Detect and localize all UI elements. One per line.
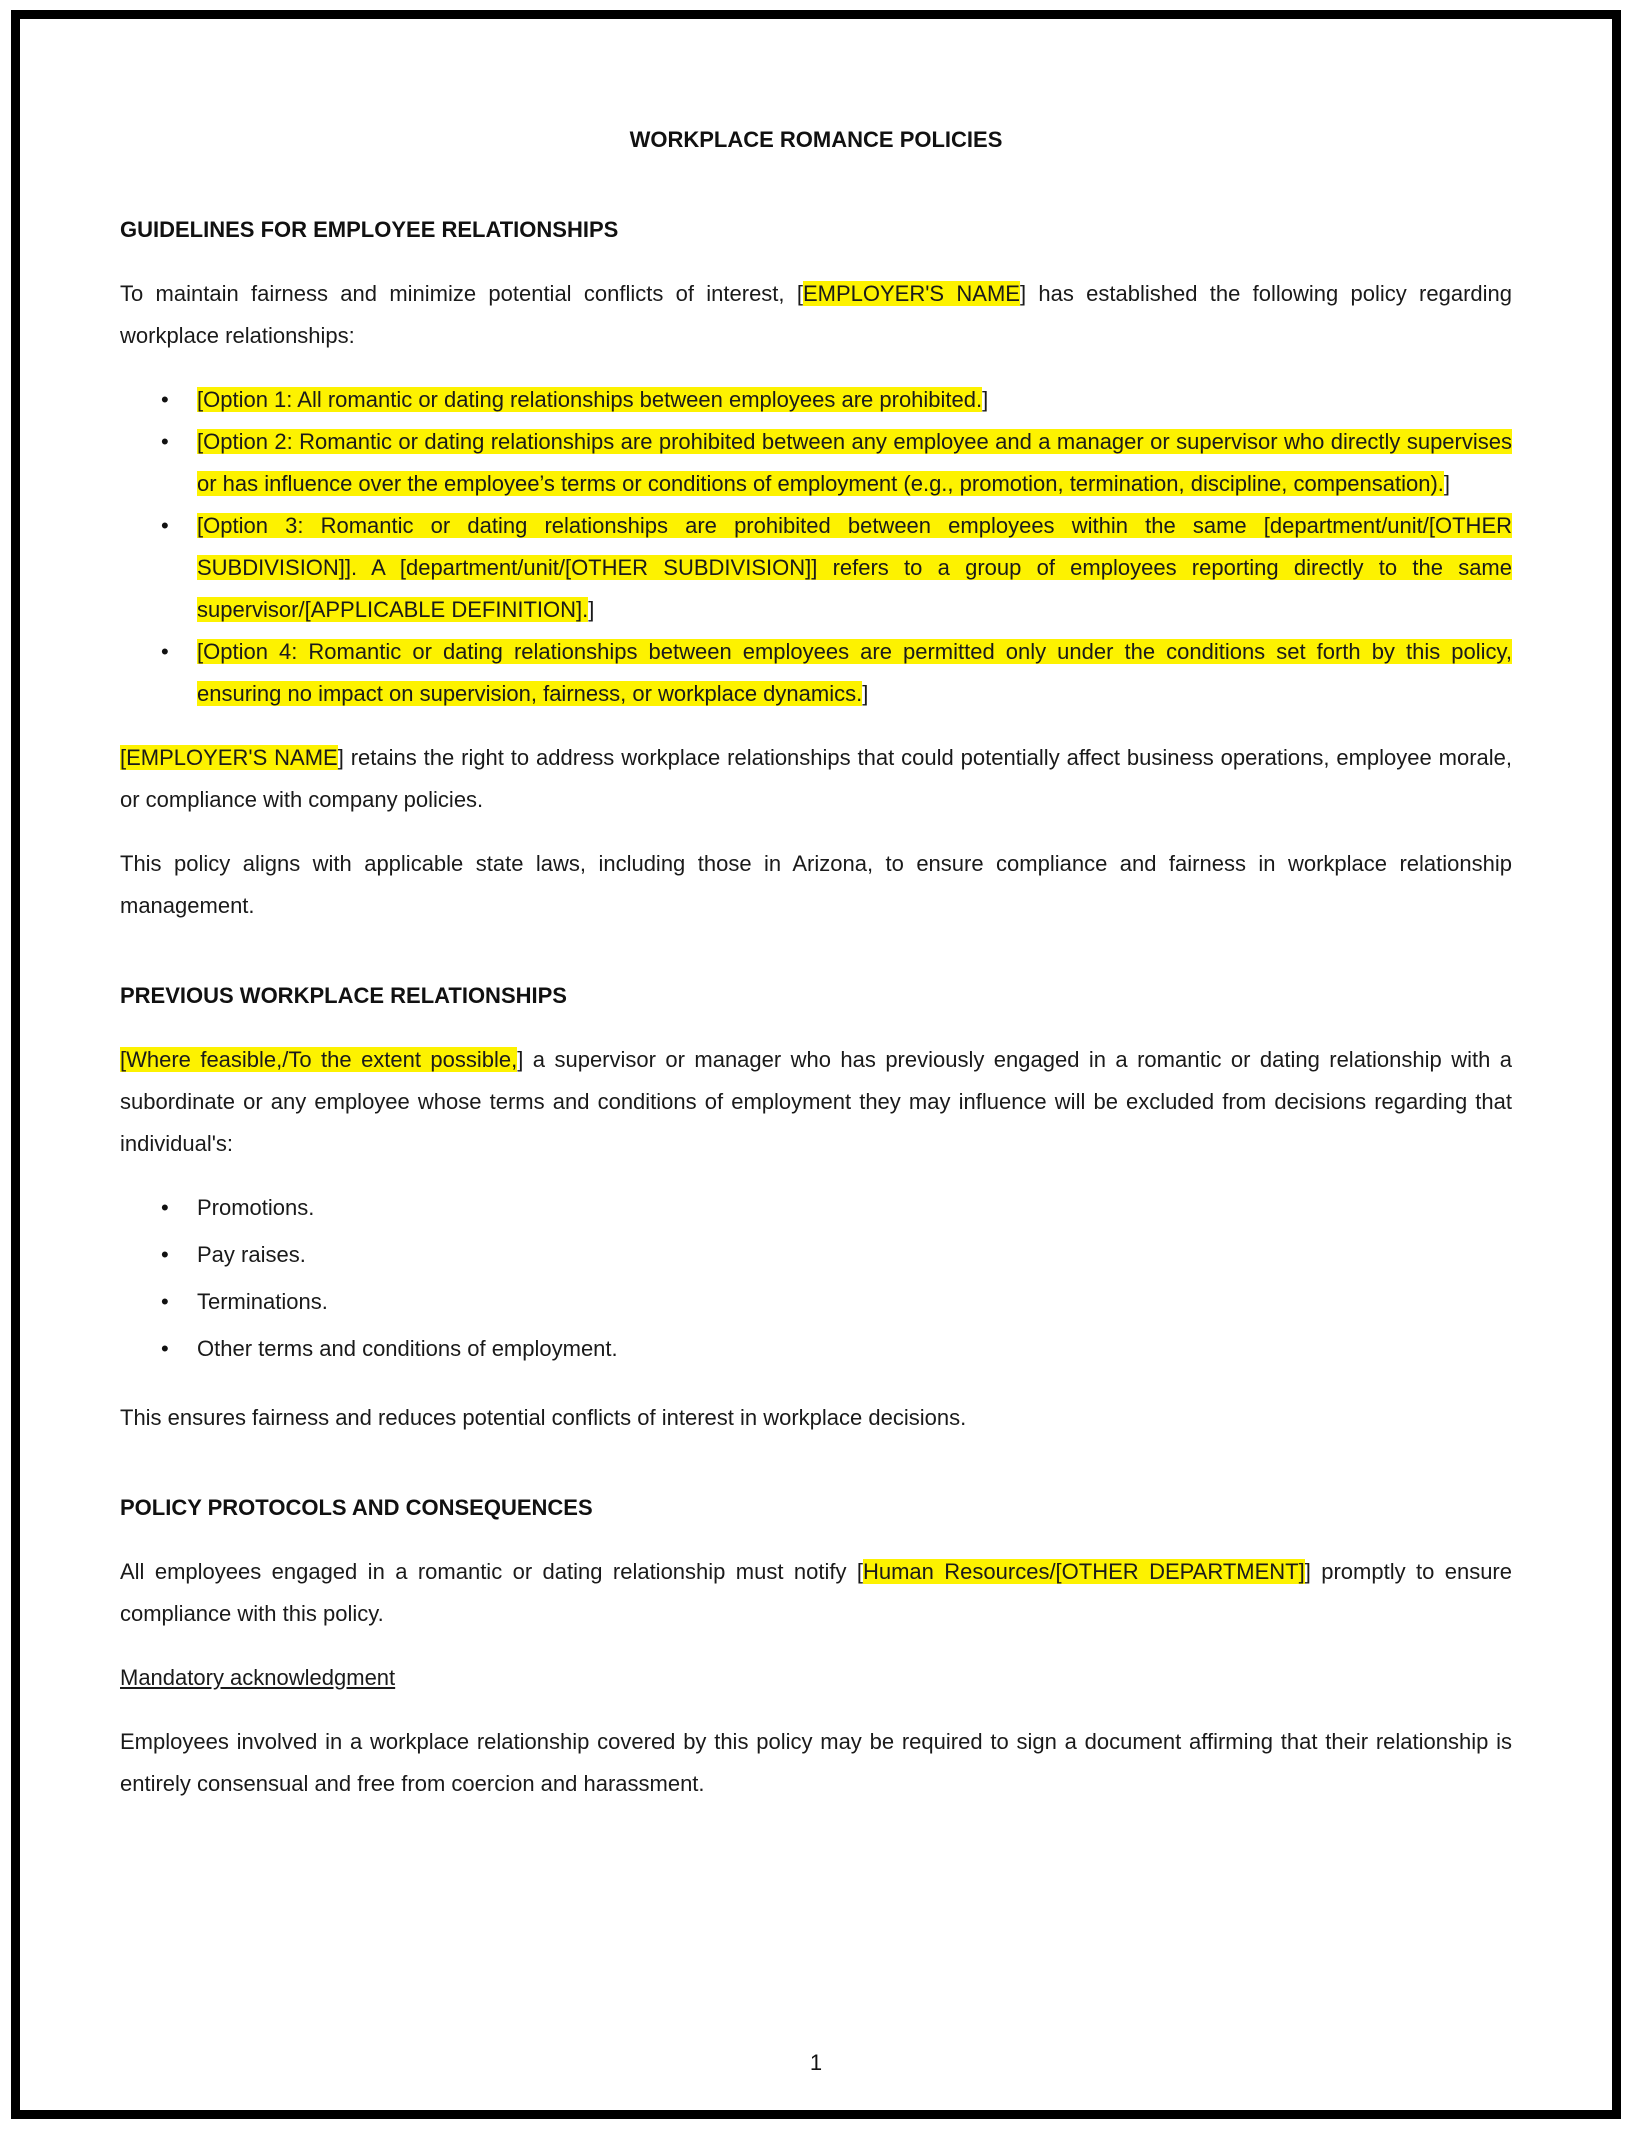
policy-option-1: • [Option 1: All romantic or dating relationships between employees are prohibited.] xyxy=(197,379,1512,421)
employer-retains-paragraph: [EMPLOYER'S NAME] retains the right to address workplace relationships that could potentially affect business operations, employee morale, or compliance with company policies. xyxy=(120,745,1512,812)
excluded-decisions-list xyxy=(120,1187,1512,1375)
section-heading-guidelines: GUIDELINES FOR EMPLOYEE RELATIONSHIPS xyxy=(120,217,619,242)
excluded-decision-other-terms: • Other terms and conditions of employment. xyxy=(197,1328,1512,1370)
mandatory-acknowledgment-subheading: Mandatory acknowledgment xyxy=(120,1665,396,1690)
section-heading-previous-relationships: PREVIOUS WORKPLACE RELATIONSHIPS xyxy=(120,983,567,1008)
policy-option-3: • [Option 3: Romantic or dating relationships are prohibited between employees within the same [department/unit/[OTHER SUBDIVISION]]. A [department/unit/[OTHER SUBDIVISION]] refers to a group of employees reporting directly to the same supervisor/[APPLICABLE DEFINITION].] xyxy=(197,505,1512,631)
excluded-decision-pay-raises: • Pay raises. xyxy=(197,1234,1512,1276)
policy-options-list xyxy=(120,379,1512,715)
section-heading-protocols: POLICY PROTOCOLS AND CONSEQUENCES xyxy=(120,1495,593,1520)
excluded-decision-promotions: • Promotions. xyxy=(197,1187,1512,1229)
policy-option-2: • [Option 2: Romantic or dating relationships are prohibited between any employee and a manager or supervisor who directly supervises or has influence over the employee’s terms or conditions of employment (e.g., promotion, termination, discipline, compensation).] xyxy=(197,421,1512,505)
state-law-paragraph: This policy aligns with applicable state laws, including those in Arizona, to ensure compliance and fairness in workplace relationship management. xyxy=(120,851,1512,918)
previous-relationships-intro-paragraph: [Where feasible,/To the extent possible,] a supervisor or manager who has previously engaged in a romantic or dating relationship with a subordinate or any employee whose terms and conditions of employment they may influence will be excluded from decisions regarding that individual's: xyxy=(120,1047,1512,1156)
document-title: WORKPLACE ROMANCE POLICIES xyxy=(629,127,1003,152)
notify-hr-paragraph: All employees engaged in a romantic or dating relationship must notify [Human Resources/[OTHER DEPARTMENT]] promptly to ensure compliance with this policy. xyxy=(120,1559,1512,1626)
excluded-decision-terminations: • Terminations. xyxy=(197,1281,1512,1323)
page-number: 1 xyxy=(809,2050,823,2075)
document-page xyxy=(11,10,1621,2119)
fairness-closing-paragraph: This ensures fairness and reduces potential conflicts of interest in workplace decisions. xyxy=(120,1405,967,1430)
policy-option-4: • [Option 4: Romantic or dating relationships between employees are permitted only under the conditions set forth by this policy, ensuring no impact on supervision, fairness, or workplace dynamics.] xyxy=(197,631,1512,715)
acknowledgment-paragraph: Employees involved in a workplace relationship covered by this policy may be required to sign a document affirming that their relationship is entirely consensual and free from coercion and harassment. xyxy=(120,1729,1512,1796)
guidelines-intro-paragraph: To maintain fairness and minimize potential conflicts of interest, [EMPLOYER'S NAME] has established the following policy regarding workplace relationships: xyxy=(120,281,1512,348)
